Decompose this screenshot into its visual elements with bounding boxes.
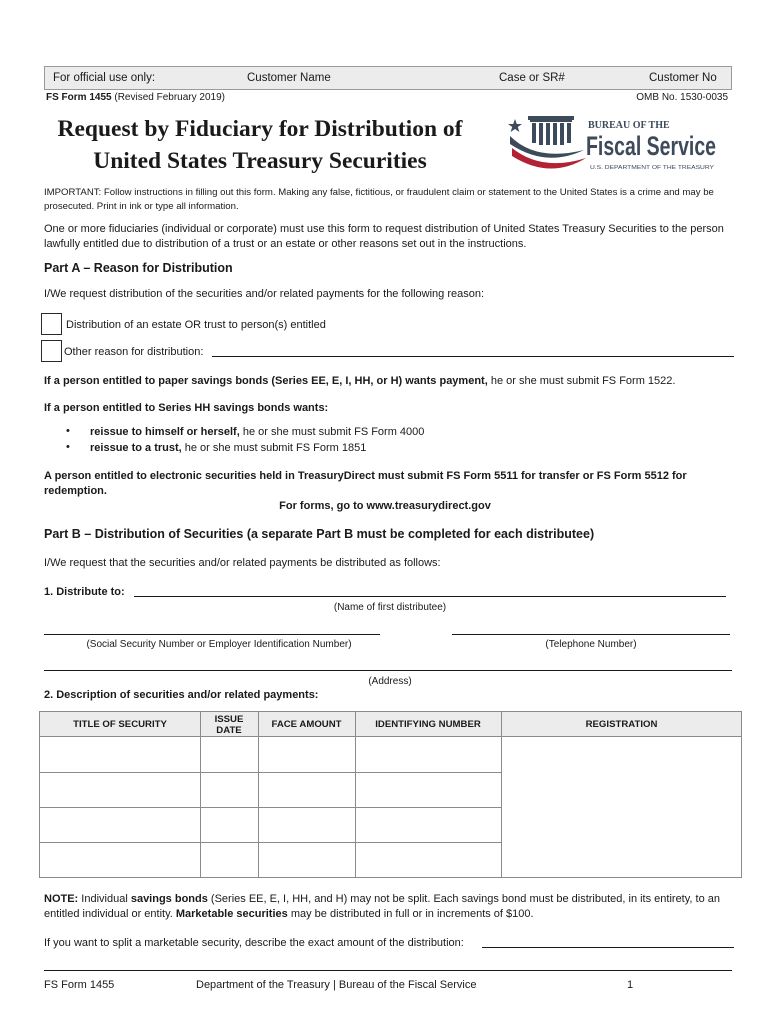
col-divider: [355, 712, 356, 878]
page-title-line2: United States Treasury Securities: [93, 148, 427, 174]
treasury-building-icon: [506, 110, 720, 180]
official-use-label: For official use only:: [53, 72, 156, 84]
fiscal-service-logo: [506, 110, 720, 180]
distribute-to-label: 1. Distribute to:: [44, 586, 125, 598]
table-row-3-title[interactable]: [40, 807, 200, 842]
bullet-reissue-trust: [90, 441, 690, 456]
logo-bureau-text: BUREAU OF THE: [588, 120, 670, 131]
distributee-name-field[interactable]: [134, 596, 726, 597]
paper-bonds-note: [44, 374, 738, 389]
telephone-caption: (Telephone Number): [545, 639, 637, 650]
part-a-heading: Part A – Reason for Distribution: [44, 261, 233, 275]
paper-bonds-rest: he or she must submit FS Form 1522.: [487, 375, 676, 387]
note-t1: Individual: [78, 893, 131, 905]
issue-line1: ISSUE: [214, 713, 244, 725]
part-b-request: I/We request that the securities and/or related payments be distributed as follows:: [44, 557, 441, 569]
telephone-field[interactable]: [452, 634, 730, 635]
official-use-bar: [44, 66, 732, 90]
estate-trust-label: Distribution of an estate OR trust to person(s) entitled: [66, 319, 326, 331]
securities-table: [39, 711, 742, 878]
intro-paragraph: One or more fiduciaries (individual or corporate) must use this form to request distribution of United States Treasury Securities to the person lawfully entitled due to distribution of a trust or an estate or other reasons set out in the instructions.: [44, 223, 724, 250]
logo-dept-text: U.S. DEPARTMENT OF THE TREASURY: [590, 165, 715, 171]
page-title-line1: Request by Fiduciary for Distribution of: [57, 116, 463, 142]
case-sr-label: Case or SR#: [499, 72, 565, 84]
note-marketable: Marketable securities: [175, 908, 288, 920]
address-field[interactable]: [44, 670, 732, 671]
note-t2: (Series EE, E, I, HH, and H) may not be split. Each savings bond must be distributed, in its entirety, to an entitled individual or entity.: [44, 893, 721, 920]
bullet-dot: •: [66, 441, 70, 453]
bullet2-bold: reissue to a trust,: [90, 442, 182, 454]
table-row-1-title[interactable]: [40, 737, 200, 772]
header-registration: REGISTRATION: [585, 719, 658, 730]
bullet1-bold: reissue to himself or herself,: [90, 426, 240, 438]
customer-no-label: Customer No: [649, 72, 717, 84]
col-divider: [258, 712, 259, 878]
note-t3: may be distributed in full or in increments of $100.: [287, 908, 534, 920]
note-paragraph: [44, 892, 736, 922]
part-b-heading: Part B – Distribution of Securities (a separate Part B must be completed for each distributee): [44, 527, 595, 541]
important-notice: IMPORTANT: Follow instructions in filling out this form. Making any false, fictitious, or fraudulent claim or statement to the United States is a crime and may be prosecuted. Print in ink or type all information.: [44, 187, 714, 212]
header-issue-date: [200, 712, 258, 737]
customer-name-label: Customer Name: [247, 72, 331, 84]
header-face-amount: FACE AMOUNT: [271, 719, 342, 730]
registration-cell[interactable]: [501, 737, 742, 877]
form-number-text: FS Form 1455: [46, 92, 112, 103]
ssn-caption: (Social Security Number or Employer Identification Number): [86, 639, 352, 650]
hh-bonds-heading: If a person entitled to Series HH savings bonds wants:: [44, 402, 329, 414]
form-number: [46, 92, 225, 103]
footer-form-number: FS Form 1455: [44, 979, 115, 991]
issue-line2: DATE: [216, 724, 242, 736]
first-distributee-caption: (Name of first distributee): [333, 602, 447, 613]
paper-bonds-bold: If a person entitled to paper savings bonds (Series EE, E, I, HH, or H) wants payment,: [44, 375, 488, 387]
part-a-request: I/We request distribution of the securities and/or related payments for the following reason:: [44, 288, 485, 300]
table-row-4-title[interactable]: [40, 842, 200, 877]
other-reason-checkbox[interactable]: [41, 340, 62, 362]
split-label: If you want to split a marketable security, describe the exact amount of the distribution:: [44, 937, 464, 949]
omb-number: OMB No. 1530-0035: [636, 92, 728, 103]
footer-divider: [44, 970, 732, 971]
bullet2-rest: he or she must submit FS Form 1851: [181, 442, 367, 454]
bullet-dot: •: [66, 425, 70, 437]
footer-page-number: 1: [627, 979, 634, 991]
bullet1-rest: he or she must submit FS Form 4000: [239, 426, 425, 438]
forms-link[interactable]: For forms, go to www.treasurydirect.gov: [279, 500, 491, 512]
split-amount-field[interactable]: [482, 947, 734, 948]
note-savings-bonds: savings bonds: [130, 893, 208, 905]
note-label: NOTE:: [44, 893, 79, 905]
header-identifying-number: IDENTIFYING NUMBER: [375, 719, 481, 730]
other-reason-field[interactable]: [212, 356, 734, 357]
header-title-of-security: TITLE OF SECURITY: [73, 719, 167, 730]
other-reason-label: Other reason for distribution:: [64, 346, 204, 358]
ssn-field[interactable]: [44, 634, 380, 635]
table-row-2-title[interactable]: [40, 772, 200, 807]
form-revised: (Revised February 2019): [114, 92, 225, 103]
bullet-reissue-self: [90, 425, 690, 440]
address-caption: (Address): [368, 676, 412, 687]
col-divider: [200, 712, 201, 878]
electronic-securities-note: A person entitled to electronic securities held in TreasuryDirect must submit FS Form 5511 for transfer or FS Form 5512 for redemption.: [44, 470, 687, 497]
logo-name-text: Fiscal Service: [586, 131, 716, 161]
description-label: 2. Description of securities and/or related payments:: [44, 689, 319, 701]
estate-trust-checkbox[interactable]: [41, 313, 62, 335]
footer-department: Department of the Treasury | Bureau of the Fiscal Service: [196, 979, 477, 991]
